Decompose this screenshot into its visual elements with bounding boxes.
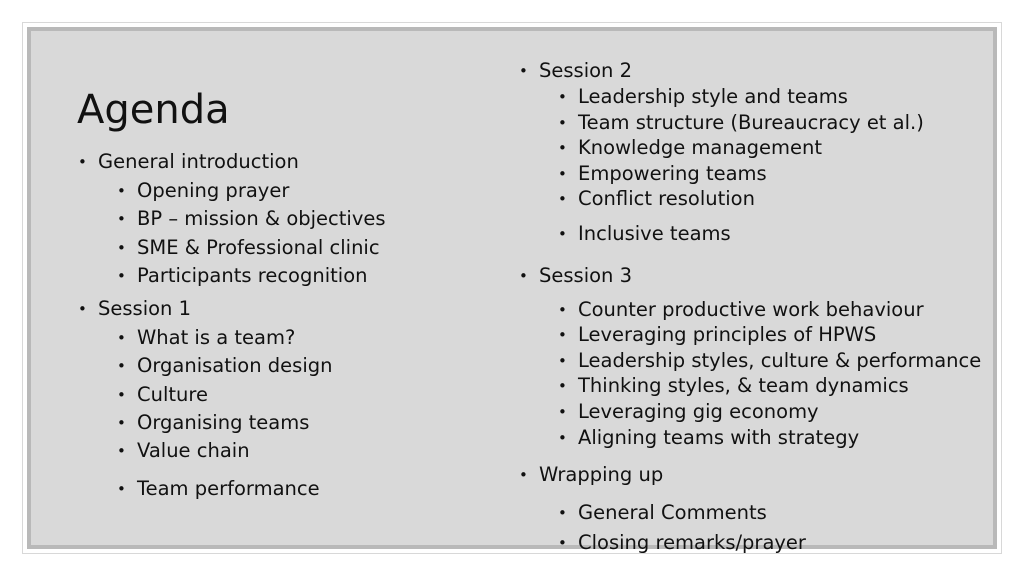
agenda-subitem [558, 323, 876, 347]
bullet-text: Team performance [137, 477, 320, 500]
bullet-icon: • [558, 377, 567, 395]
bullet-icon: • [519, 466, 528, 484]
agenda-subitem [558, 136, 822, 160]
bullet-icon: • [558, 352, 567, 370]
bullet-text: General Comments [578, 501, 767, 524]
agenda-subitem [558, 85, 848, 109]
agenda-subitem [117, 411, 309, 435]
agenda-section [519, 463, 663, 487]
agenda-subitem [558, 531, 806, 555]
agenda-subitem [117, 207, 386, 231]
bullet-text: Conflict resolution [578, 187, 755, 210]
bullet-text: Participants recognition [137, 264, 368, 287]
bullet-text: Team structure (Bureaucracy et al.) [578, 111, 924, 134]
agenda-subitem [117, 326, 295, 350]
bullet-text: Value chain [137, 439, 250, 462]
agenda-subitem [117, 439, 250, 463]
bullet-icon: • [117, 267, 126, 285]
bullet-icon: • [117, 442, 126, 460]
bullet-text: Leveraging gig economy [578, 400, 819, 423]
bullet-text: Culture [137, 383, 208, 406]
bullet-text: General introduction [98, 150, 299, 173]
bullet-icon: • [117, 386, 126, 404]
agenda-subitem [558, 349, 981, 373]
bullet-icon: • [558, 429, 567, 447]
agenda-subitem [558, 111, 924, 135]
agenda-section [519, 59, 632, 83]
agenda-subitem [558, 374, 909, 398]
bullet-icon: • [558, 88, 567, 106]
bullet-text: Session 2 [539, 59, 633, 82]
bullet-text: Empowering teams [578, 162, 767, 185]
bullet-icon: • [78, 300, 87, 318]
bullet-icon: • [558, 504, 567, 522]
bullet-text: Counter productive work behaviour [578, 298, 924, 321]
bullet-text: Opening prayer [137, 179, 290, 202]
agenda-section [78, 297, 191, 321]
bullet-icon: • [558, 165, 567, 183]
bullet-icon: • [519, 267, 528, 285]
bullet-text: Inclusive teams [578, 222, 731, 245]
bullet-icon: • [117, 480, 126, 498]
agenda-subitem [117, 236, 380, 260]
agenda-subitem [558, 298, 924, 322]
agenda-subitem [558, 426, 859, 450]
bullet-icon: • [117, 239, 126, 257]
agenda-section [519, 264, 632, 288]
bullet-icon: • [558, 534, 567, 552]
agenda-subitem [117, 383, 208, 407]
bullet-icon: • [117, 182, 126, 200]
slide-title: Agenda [77, 87, 230, 133]
agenda-subitem [117, 264, 368, 288]
bullet-icon: • [558, 403, 567, 421]
bullet-text: Session 3 [539, 264, 633, 287]
bullet-text: Closing remarks/prayer [578, 531, 806, 554]
agenda-subitem [558, 400, 819, 424]
bullet-icon: • [117, 414, 126, 432]
agenda-subitem [558, 187, 755, 211]
bullet-text: Leadership style and teams [578, 85, 848, 108]
bullet-icon: • [558, 225, 567, 243]
agenda-subitem [558, 162, 767, 186]
agenda-subitem [117, 354, 332, 378]
bullet-text: Knowledge management [578, 136, 823, 159]
agenda-subitem [117, 179, 289, 203]
bullet-icon: • [117, 357, 126, 375]
agenda-section [78, 150, 299, 174]
bullet-text: What is a team? [137, 326, 296, 349]
agenda-subitem [558, 222, 731, 246]
bullet-text: SME & Professional clinic [137, 236, 380, 259]
bullet-icon: • [558, 190, 567, 208]
bullet-text: Organising teams [137, 411, 310, 434]
bullet-icon: • [78, 153, 87, 171]
bullet-icon: • [519, 62, 528, 80]
bullet-text: Session 1 [98, 297, 192, 320]
agenda-subitem [117, 477, 320, 501]
bullet-text: Leveraging principles of HPWS [578, 323, 877, 346]
bullet-icon: • [558, 139, 567, 157]
bullet-text: BP – mission & objectives [137, 207, 386, 230]
bullet-icon: • [558, 326, 567, 344]
bullet-text: Aligning teams with strategy [578, 426, 860, 449]
bullet-text: Thinking styles, & team dynamics [578, 374, 909, 397]
bullet-icon: • [558, 301, 567, 319]
bullet-icon: • [558, 114, 567, 132]
bullet-text: Wrapping up [539, 463, 664, 486]
bullet-text: Organisation design [137, 354, 333, 377]
bullet-text: Leadership styles, culture & performance [578, 349, 982, 372]
bullet-icon: • [117, 210, 126, 228]
bullet-icon: • [117, 329, 126, 347]
agenda-subitem [558, 501, 767, 525]
